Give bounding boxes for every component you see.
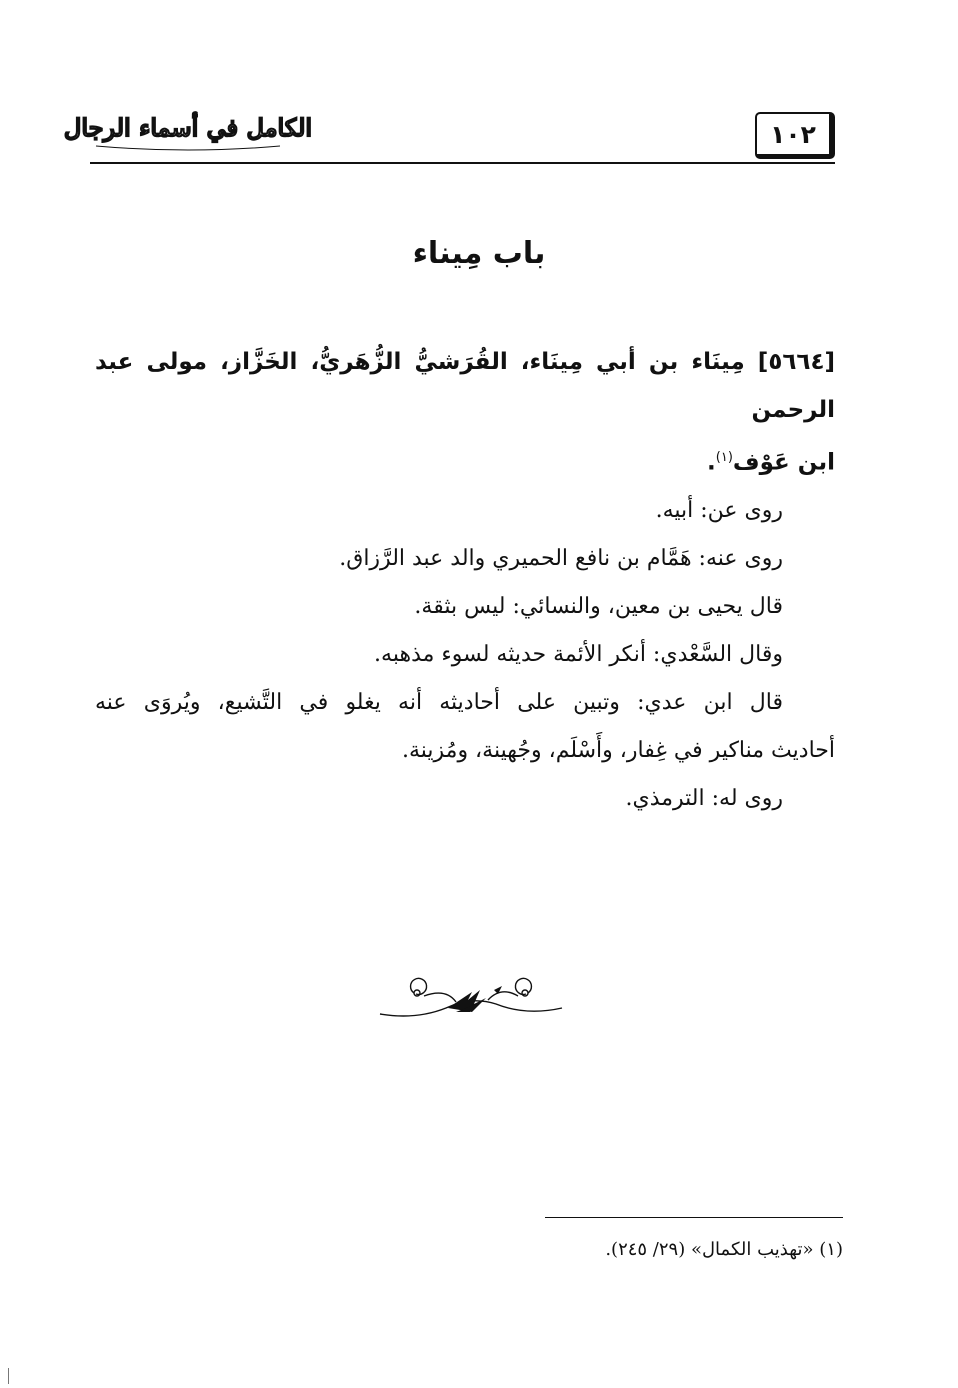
narration-from: روى عن: أبيه. (655, 497, 783, 523)
book-title-calligraphy (63, 98, 313, 158)
entry-heading-line-1: [٥٦٦٤] مِينَاء بن أبي مِينَاء، القُرَشيُّ الزُّهَريُّ، الخَزَّاز، مولى عبد الرحمن (95, 349, 835, 423)
narrated-by-tirmidhi: روى له: الترمذي. (625, 785, 783, 811)
ibn-maeen-statement: قال يحيى بن معين، والنسائي: ليس بثقة. (414, 593, 783, 619)
ornament-divider-icon (376, 978, 566, 1022)
header-rule (90, 162, 835, 164)
narration-by: روى عنه: هَمَّام بن نافع الحميري والد عبد الرَّزاق. (339, 545, 783, 571)
footnote-marker[interactable]: (١) (715, 450, 733, 465)
ibn-adi-statement-line-2: أحاديث مناكير في غِفار، وأَسْلَم، وجُهينة، ومُزينة. (401, 737, 835, 763)
chapter-title: باب مِيناء (412, 236, 546, 271)
entry-heading-name: ابن عَوْف (732, 449, 835, 476)
entry-body (95, 338, 835, 823)
scan-edge-mark (8, 1368, 9, 1384)
page-number-text: ١٠٢ (770, 119, 816, 149)
footnote-text: (١) «تهذيب الكمال» (٢٩/ ٢٤٥). (605, 1239, 843, 1260)
saadi-statement: وقال السَّعْدي: أنكر الأئمة حديثه لسوء مذهبه. (374, 641, 783, 667)
entry-heading-end: . (707, 449, 716, 476)
svg-text:الكامل في أسماء الرجال: الكامل في أسماء الرجال (63, 113, 313, 142)
entry-heading-line-2 (95, 434, 835, 487)
ibn-adi-statement-line-1: قال ابن عدي: وتبين على أحاديثه أنه يغلو في التَّشيع، ويُروَى عنه (95, 689, 783, 715)
page-number (755, 112, 835, 159)
footnote-rule (545, 1217, 843, 1218)
